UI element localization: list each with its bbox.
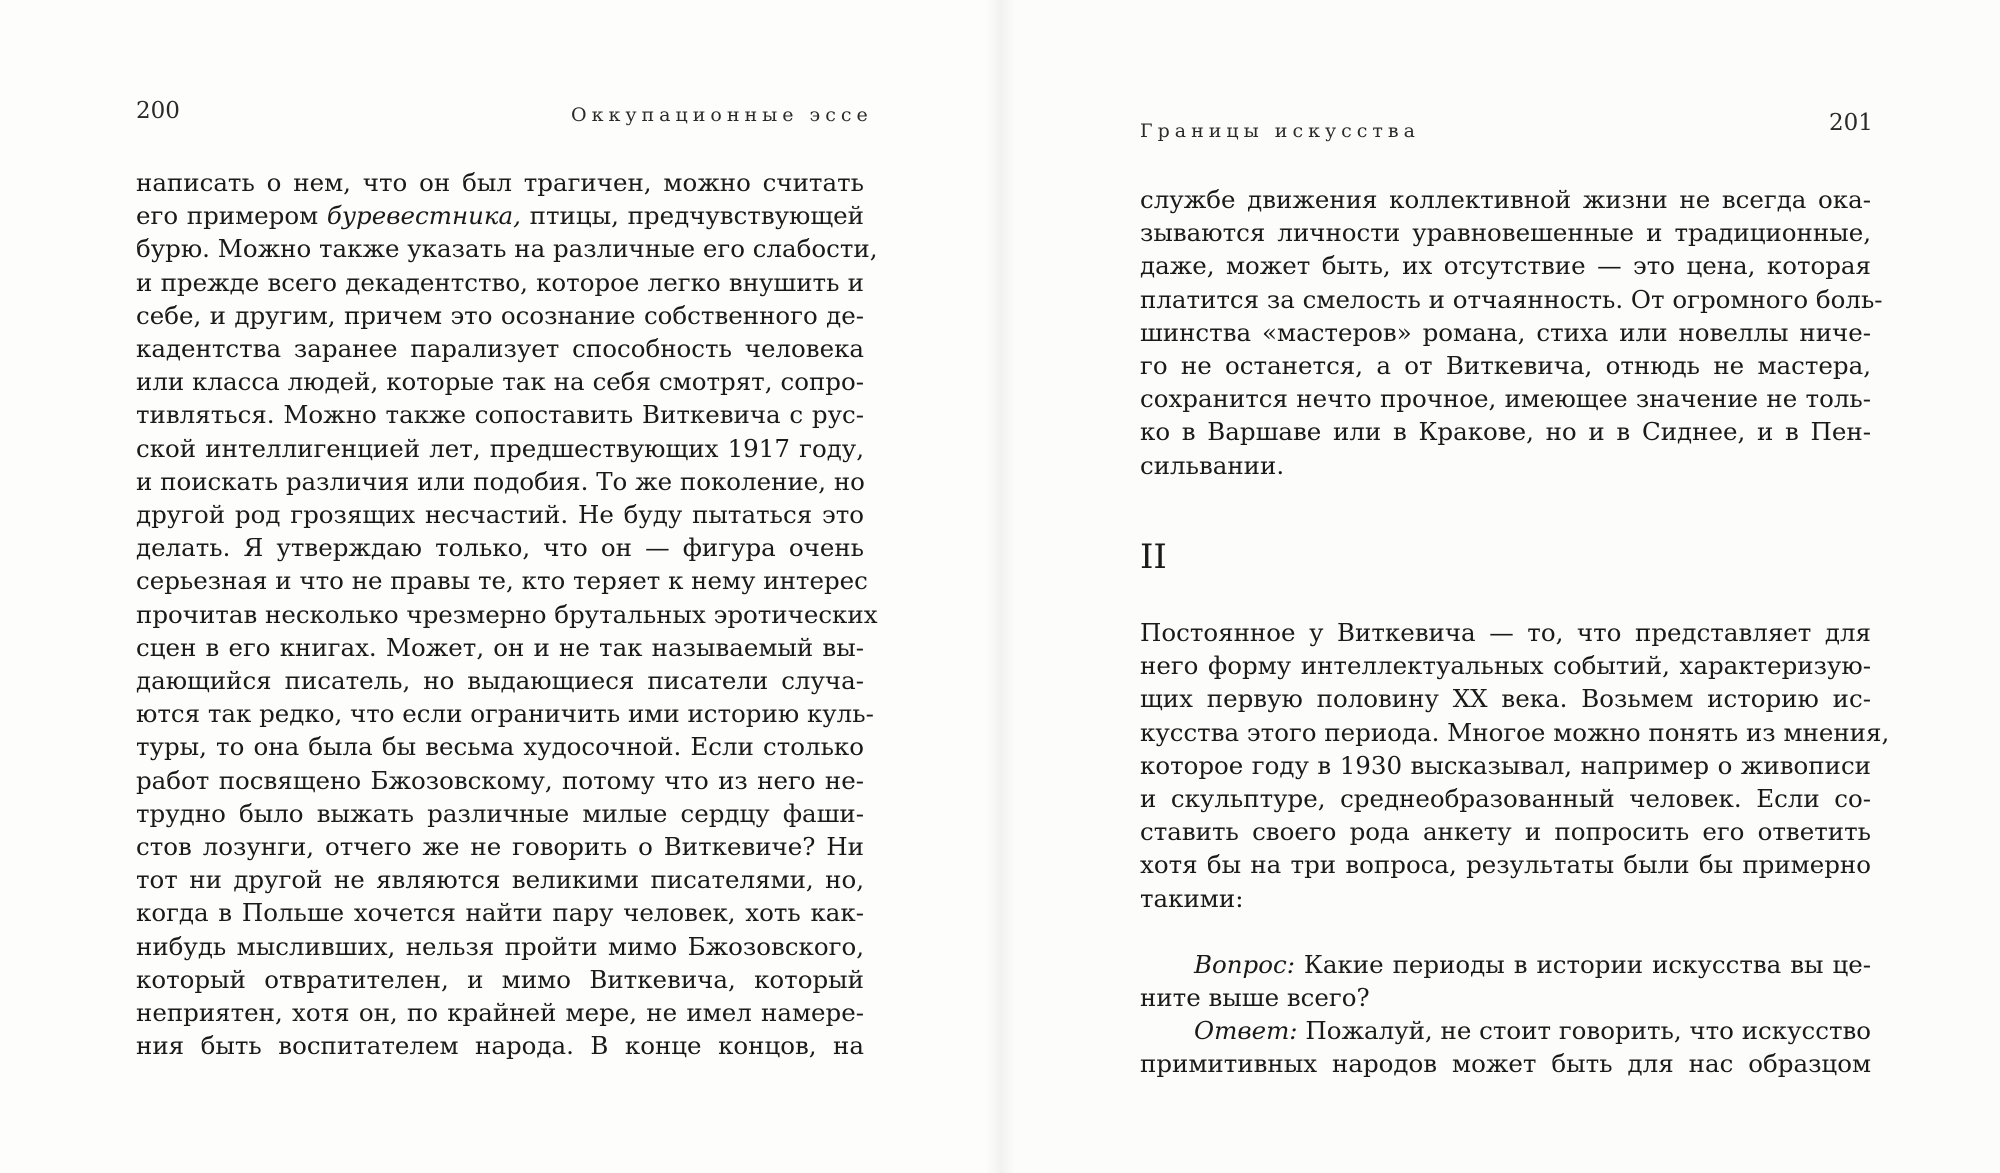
- right-body-text-bottom: [1140, 616, 1890, 1081]
- text-line: ко в Варшаве или в Кракове, но и в Сиднее, и в Пен-: [1140, 417, 1871, 447]
- text-line: щих первую половину XX века. Возьмем историю ис-: [1140, 684, 1871, 714]
- text-line: другой род грозящих несчастий. Не буду пытаться это: [136, 500, 864, 530]
- text-line: [136, 199, 864, 232]
- text-line: туры, то она была бы весьма худосочной. Если столько: [136, 732, 864, 762]
- text-line: службе движения коллективной жизни не всегда ока-: [1140, 185, 1871, 214]
- text-line: ются так редко, что если ограничить ими историю куль-: [136, 699, 874, 729]
- text-line: написать о нем, что он был трагичен, можно считать: [136, 168, 864, 197]
- question-line: [1140, 948, 1871, 981]
- running-head-left: Оккупационные эссе: [571, 104, 873, 126]
- text-line: который отвратителен, и мимо Виткевича, который: [136, 964, 864, 994]
- right-body-text-top: [1140, 183, 1883, 482]
- answer-text: Пожалуй, не стоит говорить, что искусство: [1297, 1016, 1872, 1046]
- text-line: бурю. Можно также указать на различные его слабости,: [136, 234, 878, 264]
- text-line: сильвании.: [1140, 450, 1285, 480]
- question-label: Вопрос:: [1194, 949, 1295, 979]
- answer-label: Ответ:: [1194, 1016, 1298, 1046]
- question-continuation: ните выше всего?: [1140, 983, 1370, 1013]
- text-fragment: птицы, предчувствующей: [520, 201, 864, 231]
- text-line: хотя бы на три вопроса, результаты были бы примерно: [1140, 850, 1871, 880]
- answer-continuation: примитивных народов может быть для нас образцом: [1140, 1049, 1871, 1079]
- section-heading: II: [1140, 537, 1167, 577]
- text-line: сцен в его книгах. Может, он и не так называемый вы-: [136, 632, 864, 662]
- right-page: [1000, 0, 2000, 1173]
- text-line: и поискать различия или подобия. То же поколение, но: [136, 466, 865, 496]
- text-line: шинства «мастеров» романа, стиха или новеллы ниче-: [1140, 317, 1871, 347]
- text-line: тивляться. Можно также сопоставить Виткевича с рус-: [136, 400, 864, 430]
- text-line: него форму интеллектуальных событий, характеризую-: [1140, 651, 1871, 681]
- text-line: сохранится нечто прочное, имеющее значение не толь-: [1140, 384, 1871, 414]
- text-fragment: его примером: [136, 201, 327, 231]
- text-line: трудно было выжать различные милые сердцу фаши-: [136, 798, 864, 828]
- text-line: такими:: [1140, 883, 1244, 913]
- question-text: Какие периоды в истории искусства вы це-: [1294, 949, 1871, 979]
- page-number-right: 201: [1829, 110, 1873, 136]
- text-line: неприятен, хотя он, по крайней мере, не имел намере-: [136, 998, 864, 1028]
- book-gutter-shadow: [985, 0, 1015, 1173]
- text-line: стов лозунги, отчего же не говорить о Виткевиче? Ни: [136, 832, 864, 862]
- text-line: го не останется, а от Виткевича, отнюдь не мастера,: [1140, 351, 1871, 381]
- text-line: и скульптуре, среднеобразованный человек. Если со-: [1140, 784, 1871, 814]
- left-body-text: [136, 166, 878, 1062]
- question-answer-block: [1140, 948, 1871, 1081]
- text-line: или класса людей, которые так на себя смотрят, сопро-: [136, 367, 864, 397]
- text-line: делать. Я утверждаю только, что он — фигура очень: [136, 533, 864, 563]
- text-line: себе, и другим, причем это осознание собственного де-: [136, 300, 864, 330]
- text-line: прочитав несколько чрезмерно брутальных эротических: [136, 599, 878, 629]
- text-line: тот ни другой не являются великими писателями, но,: [136, 865, 864, 895]
- text-line: которое году в 1930 высказывал, например о живописи: [1140, 750, 1871, 780]
- text-line: дающийся писатель, но выдающиеся писатели случа-: [136, 666, 864, 696]
- text-line: работ посвящено Бжозовскому, потому что из него не-: [136, 765, 864, 795]
- page-number-left: 200: [136, 98, 180, 124]
- text-line: нибудь мысливших, нельзя пройти мимо Бжозовского,: [136, 931, 864, 961]
- text-line: когда в Польше хочется найти пару человек, хоть как-: [136, 898, 864, 928]
- text-line: Постоянное у Виткевича — то, что представляет для: [1140, 618, 1871, 647]
- text-line: платится за смелость и отчаянность. От огромного боль-: [1140, 284, 1883, 314]
- running-head-right: Границы искусства: [1140, 120, 1420, 142]
- italic-term: буревестника,: [326, 201, 521, 231]
- text-line: ния быть воспитателем народа. В конце концов, на: [136, 1031, 864, 1061]
- text-line: ской интеллигенцией лет, предшествующих 1917 году,: [136, 433, 864, 463]
- answer-line: [1140, 1014, 1871, 1047]
- text-line: серьезная и что не правы те, кто теряет к нему интерес: [136, 566, 868, 596]
- text-line: зываются личности уравновешенные и традиционные,: [1140, 218, 1871, 248]
- text-line: кадентства заранее парализует способность человека: [136, 334, 864, 364]
- text-line: кусства этого периода. Многое можно понять из мнения,: [1140, 717, 1890, 747]
- text-line: даже, может быть, их отсутствие — это цена, которая: [1140, 251, 1871, 281]
- text-line: ставить своего рода анкету и попросить его ответить: [1140, 817, 1871, 847]
- text-line: и прежде всего декадентство, которое легко внушить и: [136, 267, 864, 297]
